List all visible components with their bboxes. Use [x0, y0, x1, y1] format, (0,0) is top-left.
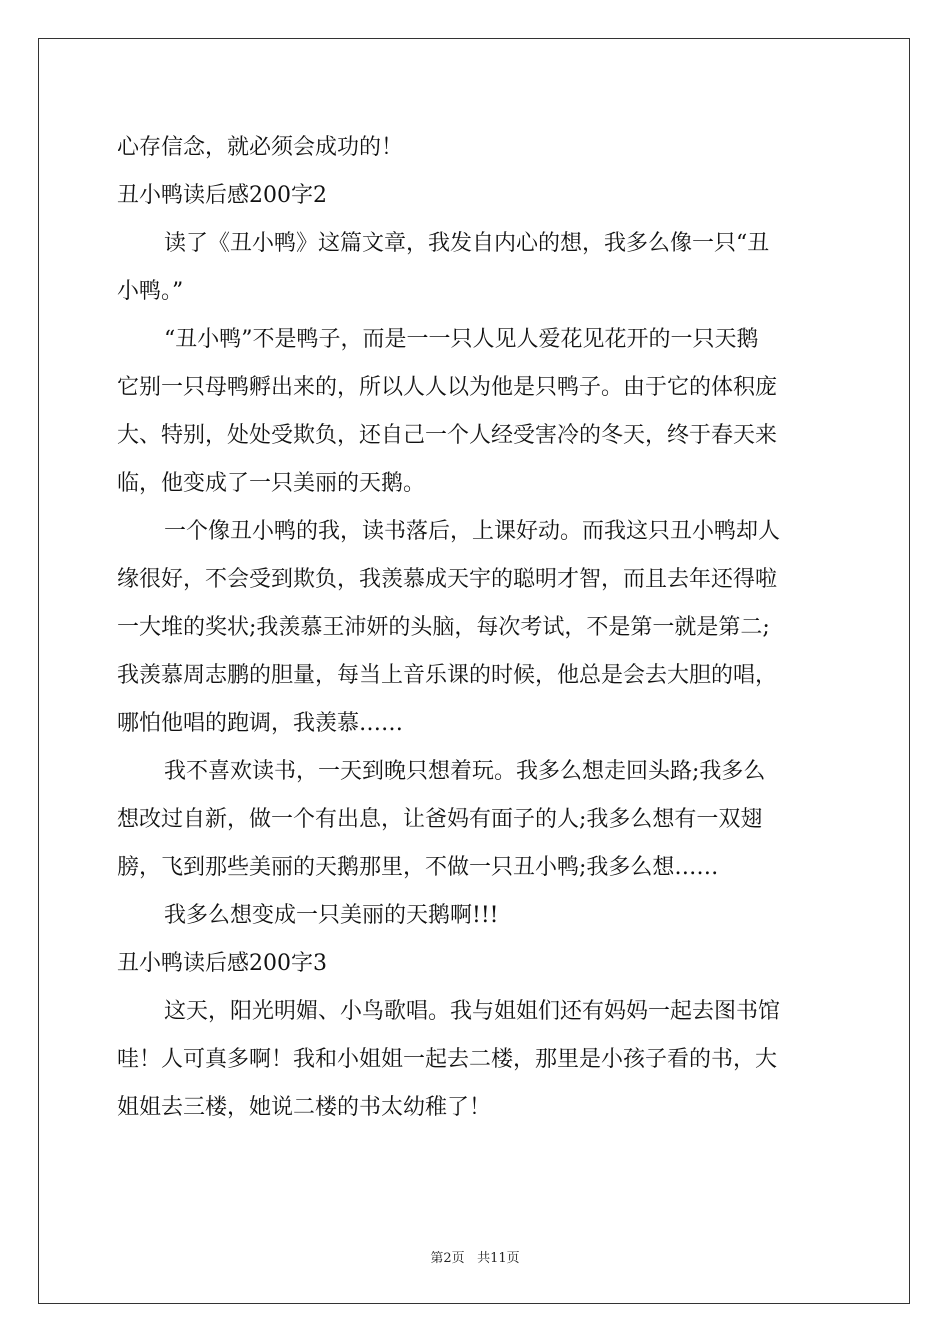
paragraph — [117, 512, 833, 743]
text-line: 它别一只母鸭孵出来的，所以人人以为他是只鸭子。由于它的体积庞 — [117, 375, 778, 400]
section-heading: 丑小鸭读后感200字3 — [117, 951, 327, 976]
text-line: “丑小鸭”不是鸭子，而是一一只人见人爱花见花开的一只天鹅 — [164, 327, 759, 352]
text-line: 我不喜欢读书，一天到晚只想着玩。我多么想走回头路;我多么 — [164, 759, 766, 784]
page-footer — [0, 1247, 950, 1266]
text-line: 大、特别，处处受欺负，还自己一个人经受害冷的冬天，终于春天来 — [117, 423, 778, 448]
text-line: 想改过自新，做一个有出息，让爸妈有面子的人;我多么想有一双翅 — [117, 807, 763, 832]
text-line: 心存信念，就必须会成功的！ — [117, 135, 404, 160]
text-line: 读了《丑小鸭》这篇文章，我发自内心的想，我多么像一只“丑 — [164, 231, 770, 256]
paragraph — [117, 320, 833, 503]
text-line: 缘很好，不会受到欺负，我羡慕成天宇的聪明才智，而且去年还得啦 — [117, 567, 778, 592]
page-total: 共11页 — [477, 1251, 520, 1266]
text-line: 我羡慕周志鹏的胆量，每当上音乐课的时候，他总是会去大胆的唱， — [117, 663, 778, 688]
text-line: 一个像丑小鸭的我，读书落后，上课好动。而我这只丑小鸭却人 — [164, 519, 781, 544]
text-line: 膀，飞到那些美丽的天鹅那里，不做一只丑小鸭;我多么想…… — [117, 855, 719, 880]
text-line: 哇！人可真多啊！我和小姐姐一起去二楼，那里是小孩子看的书，大 — [117, 1047, 778, 1072]
paragraph — [117, 224, 833, 311]
paragraph — [117, 896, 833, 935]
paragraph — [117, 992, 833, 1127]
text-line: 一大堆的奖状;我羡慕王沛妍的头脑，每次考试，不是第一就是第二; — [117, 615, 770, 640]
text-line: 哪怕他唱的跑调，我羡慕…… — [117, 711, 404, 736]
text-line: 姐姐去三楼，她说二楼的书太幼稚了！ — [117, 1095, 492, 1120]
section-heading: 丑小鸭读后感200字2 — [117, 183, 327, 208]
text-line: 这天，阳光明媚、小鸟歌唱。我与姐姐们还有妈妈一起去图书馆 — [164, 999, 781, 1024]
text-line: 小鸭。” — [117, 279, 184, 304]
page-number: 第2页 — [430, 1251, 465, 1266]
text-line: 我多么想变成一只美丽的天鹅啊!!! — [164, 903, 499, 928]
document-body — [117, 128, 833, 1127]
paragraph — [117, 752, 833, 887]
text-line: 临，他变成了一只美丽的天鹅。 — [117, 471, 426, 496]
